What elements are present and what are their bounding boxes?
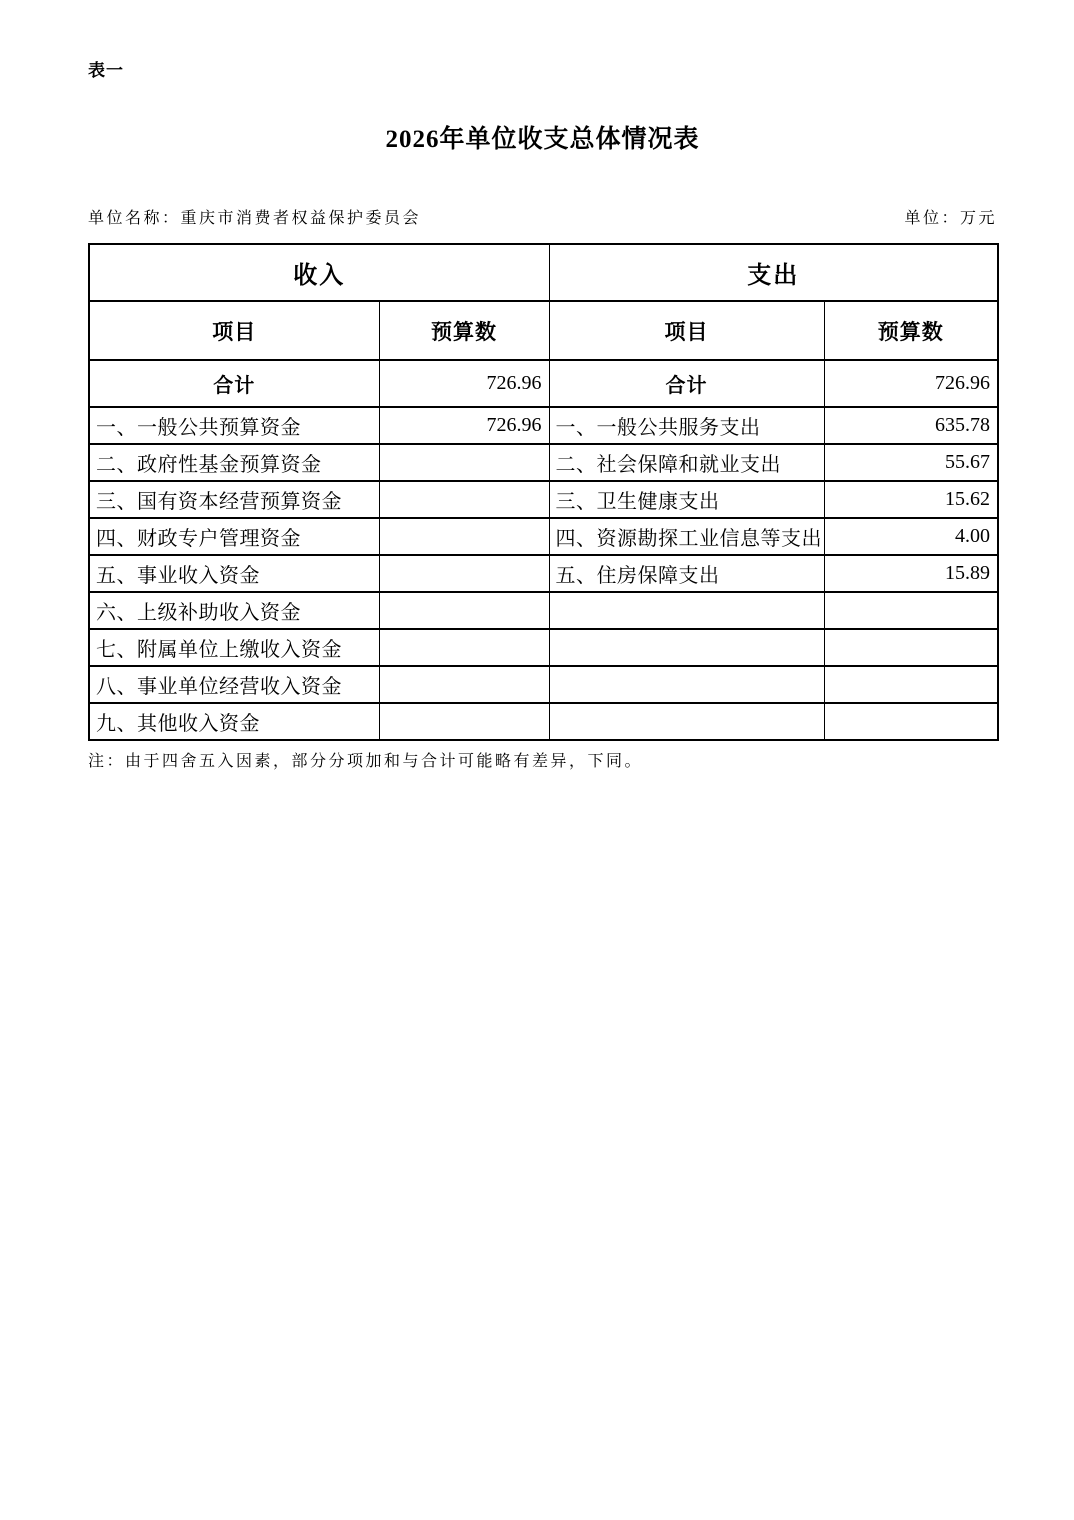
table-row [89, 518, 998, 555]
income-item-cell: 六、上级补助收入资金 [89, 592, 379, 629]
page-title: 2026年单位收支总体情况表 [385, 126, 700, 153]
income-value-cell [379, 555, 549, 592]
unit-name-label: 单位名称：重庆市消费者权益保护委员会 [88, 210, 422, 227]
footnote: 注：由于四舍五入因素，部分分项加和与合计可能略有差异，下同。 [88, 753, 644, 770]
expense-value-cell: 15.62 [824, 481, 998, 518]
expense-value-cell: 55.67 [824, 444, 998, 481]
expense-item-cell: 一、一般公共服务支出 [549, 407, 824, 444]
table-row [89, 703, 998, 740]
section-header-row [89, 244, 998, 301]
expense-value-cell: 635.78 [824, 407, 998, 444]
expense-item-cell [549, 592, 824, 629]
expense-value-cell: 4.00 [824, 518, 998, 555]
expense-value-cell: 15.89 [824, 555, 998, 592]
income-item-cell: 二、政府性基金预算资金 [89, 444, 379, 481]
table-row [89, 481, 998, 518]
income-value-cell [379, 444, 549, 481]
table-row [89, 629, 998, 666]
table-row [89, 407, 998, 444]
income-item-cell: 四、财政专户管理资金 [89, 518, 379, 555]
income-value-cell [379, 481, 549, 518]
expense-budget-header: 预算数 [824, 301, 998, 360]
table-row [89, 444, 998, 481]
income-value-cell [379, 629, 549, 666]
expense-value-cell [824, 703, 998, 740]
expense-item-cell: 四、资源勘探工业信息等支出 [549, 518, 824, 555]
income-item-cell: 七、附属单位上缴收入资金 [89, 629, 379, 666]
income-item-cell: 九、其他收入资金 [89, 703, 379, 740]
income-budget-header: 预算数 [379, 301, 549, 360]
income-expense-table [88, 243, 999, 741]
table-row [89, 555, 998, 592]
expense-total-value: 726.96 [824, 360, 998, 407]
expense-item-header: 项目 [549, 301, 824, 360]
expense-value-cell [824, 629, 998, 666]
column-header-row [89, 301, 998, 360]
table-row [89, 592, 998, 629]
income-value-cell [379, 592, 549, 629]
expense-total-label: 合计 [549, 360, 824, 407]
income-value-cell [379, 703, 549, 740]
income-value-cell: 726.96 [379, 407, 549, 444]
expense-item-cell: 二、社会保障和就业支出 [549, 444, 824, 481]
table-row [89, 666, 998, 703]
income-item-header: 项目 [89, 301, 379, 360]
expense-item-cell [549, 703, 824, 740]
expense-item-cell [549, 629, 824, 666]
income-total-value: 726.96 [379, 360, 549, 407]
income-value-cell [379, 518, 549, 555]
income-value-cell [379, 666, 549, 703]
table-number-label: 表一 [88, 61, 124, 80]
income-item-cell: 五、事业收入资金 [89, 555, 379, 592]
income-item-cell: 八、事业单位经营收入资金 [89, 666, 379, 703]
total-row [89, 360, 998, 407]
income-item-cell: 三、国有资本经营预算资金 [89, 481, 379, 518]
expense-value-cell [824, 592, 998, 629]
expense-section-header: 支出 [549, 244, 998, 301]
income-total-label: 合计 [89, 360, 379, 407]
expense-item-cell [549, 666, 824, 703]
meta-row [88, 205, 997, 228]
income-section-header: 收入 [89, 244, 549, 301]
expense-value-cell [824, 666, 998, 703]
unit-of-measure-label: 单位：万元 [904, 210, 997, 227]
income-item-cell: 一、一般公共预算资金 [89, 407, 379, 444]
expense-item-cell: 三、卫生健康支出 [549, 481, 824, 518]
expense-item-cell: 五、住房保障支出 [549, 555, 824, 592]
